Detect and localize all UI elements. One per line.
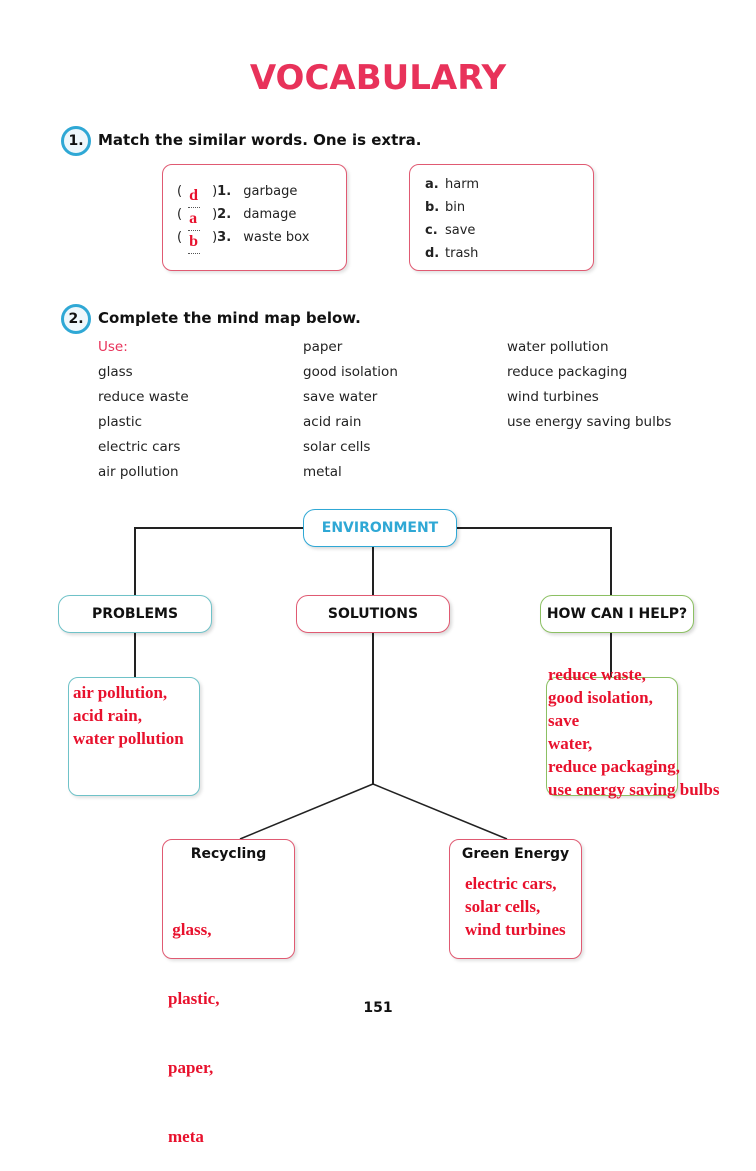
match-word-1: garbage	[243, 184, 298, 199]
word-bank-item: metal	[303, 464, 342, 480]
problems-answer: air pollution, acid rain, water pollution	[73, 683, 184, 748]
word-bank-item: electric cars	[98, 439, 181, 455]
word-bank-item: save water	[303, 389, 378, 405]
exercise-1-number: 1.	[61, 126, 91, 156]
word-bank-item: good isolation	[303, 364, 398, 380]
match-item-2: ( a )2. damage	[177, 207, 296, 222]
word-bank-item: acid rain	[303, 414, 362, 430]
match-number-1: 1.	[217, 184, 232, 199]
word-bank-item: paper	[303, 339, 343, 355]
mindmap-node-solutions: SOLUTIONS	[296, 595, 450, 633]
word-bank-item: reduce packaging	[507, 364, 628, 380]
word-bank-item: solar cells	[303, 439, 371, 455]
recycling-title: Recycling	[190, 846, 267, 862]
match-answer-3: b	[189, 233, 198, 250]
mindmap-node-how-can-i-help: HOW CAN I HELP?	[540, 595, 694, 633]
option-d: d. trash	[425, 246, 479, 261]
match-item-1: ( d )1. garbage	[177, 184, 297, 199]
word-bank-item: air pollution	[98, 464, 179, 480]
use-label: Use:	[98, 339, 128, 355]
match-answer-2: a	[189, 210, 198, 227]
green-energy-answer: electric cars, solar cells, wind turbines	[465, 874, 566, 939]
exercise-2-number: 2.	[61, 304, 91, 334]
option-c: c. save	[425, 223, 476, 238]
mindmap-node-problems: PROBLEMS	[58, 595, 212, 633]
mindmap-root-environment: ENVIRONMENT	[303, 509, 457, 547]
exercise-1-instruction: Match the similar words. One is extra.	[98, 131, 422, 149]
match-word-2: damage	[243, 207, 297, 222]
word-bank-item: wind turbines	[507, 389, 599, 405]
green-energy-title: Green Energy	[461, 846, 570, 862]
match-item-3: ( b )3. waste box	[177, 230, 309, 245]
page-title: VOCABULARY	[249, 58, 507, 98]
word-bank-item: reduce waste	[98, 389, 189, 405]
option-b: b. bin	[425, 200, 466, 215]
match-answer-1: d	[189, 187, 198, 204]
page-number: 151	[363, 1000, 393, 1016]
word-bank-item: glass	[98, 364, 133, 380]
word-bank-item: plastic	[98, 414, 143, 430]
recycling-answer: glass, plastic, paper, meta	[168, 920, 220, 1146]
match-number-2: 2.	[217, 207, 232, 222]
match-number-3: 3.	[217, 230, 232, 245]
word-bank-item: water pollution	[507, 339, 609, 355]
word-bank-item: use energy saving bulbs	[507, 414, 672, 430]
help-answer: reduce waste, good isolation, save water, reduce packaging, use energy saving bulbs	[548, 665, 720, 799]
match-word-3: waste box	[243, 230, 310, 245]
exercise-2-instruction: Complete the mind map below.	[98, 309, 361, 327]
option-a: a. harm	[425, 177, 479, 192]
